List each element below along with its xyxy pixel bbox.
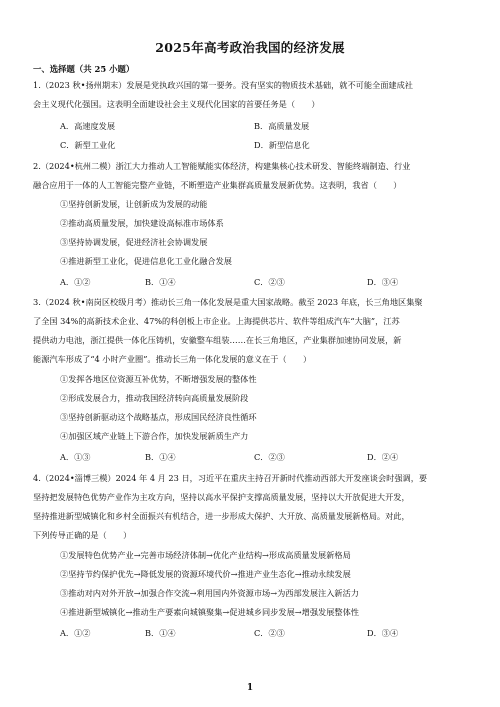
question-3-option-b: B．①④ (145, 452, 176, 462)
question-2-option-b: B．①④ (145, 277, 176, 287)
question-3-line: 3.（2024 秋•南岗区校级月考）推动长三角一体化发展是重大国家战略。截至 2023 年底，长三角地区集聚 (33, 297, 423, 307)
question-3-item: ②形成发展合力，推动我国经济转向高质量发展阶段 (60, 393, 249, 403)
question-4-item: ④推进新型城镇化→推动生产要素向城镇聚集→促进城乡同步发展→增强发展整体性 (60, 607, 359, 617)
question-2-option-c: C．②③ (254, 277, 285, 287)
page-number: 1 (246, 683, 254, 693)
document-title: 2025年高考政治我国的经济发展 (155, 40, 345, 55)
question-3-line: 能源汽车形成了“4 小时产业圈”。推动长三角一体化发展的意义在于（ ） (33, 354, 312, 364)
question-1-line: 会主义现代化强国。这表明全面建设社会主义现代化国家的首要任务是（ ） (33, 99, 320, 109)
question-3-line: 了全国 34%的高新技术企业、47%的科创板上市企业。上海提供芯片、软件等组成汽车“大脑”，江苏 (33, 316, 400, 326)
question-2-item: ④推进新型工业化，促进信息化工业化融合发展 (60, 256, 232, 266)
question-4-option-d: D．③④ (367, 628, 399, 638)
question-2-line: 融合应用于一体的人工智能完整产业链，不断塑造产业集群高质量发展新优势。这表明，我省（ ） (33, 180, 402, 190)
question-2-option-d: D．③④ (367, 277, 399, 287)
question-4-line: 4.（2024•淄博三模）2024 年 4 月 23 日，习近平在重庆主持召开新时代推动西部大开发座谈会时强调，要 (33, 473, 428, 483)
question-4-line: 坚持推进新型城镇化和乡村全面振兴有机结合，进一步形成大保护、大开放、高质量发展新格局。对此， (33, 511, 410, 521)
question-2-item: ③坚持协调发展，促进经济社会协调发展 (60, 237, 208, 247)
question-3-item: ④加强区域产业链上下游合作，加快发展新质生产力 (60, 431, 249, 441)
question-3-option-d: D．②④ (367, 452, 399, 462)
question-4-item: ①发展特色优势产业→完善市场经济体制→优化产业结构→形成高质量发展新格局 (60, 550, 351, 560)
question-3-item: ③坚持创新驱动这个战略基点，形成国民经济良性循环 (60, 412, 257, 422)
question-3-option-c: C．②③ (254, 452, 285, 462)
question-3-line: 提供动力电池，浙江提供一体化压铸机，安徽整车组装……在长三角地区，产业集群加速协同发展，新 (33, 335, 402, 345)
question-3-option-a: A．①③ (60, 452, 91, 462)
question-3-item: ①发挥各地区位资源互补优势，不断增强发展的整体性 (60, 374, 257, 384)
question-4-option-b: B．①④ (145, 628, 176, 638)
question-1-option-b: B．高质量发展 (254, 121, 310, 131)
question-2-item: ②推动高质量发展，加快建设高标准市场体系 (60, 218, 224, 228)
question-4-line: 下列传导正确的是（ ） (33, 530, 132, 540)
question-2-item: ①坚持创新发展，让创新成为发展的动能 (60, 199, 208, 209)
question-4-option-c: C．②③ (254, 628, 285, 638)
question-4-item: ②坚持节约保护优先→降低发展的资源环境代价→推进产业生态化→推动永续发展 (60, 569, 351, 579)
question-1-option-a: A．高速度发展 (60, 121, 116, 131)
question-2-line: 2.（2024•杭州二模）浙江大力推动人工智能赋能实体经济，构建集核心技术研发、智能终端制造、行业 (33, 161, 411, 171)
question-4-item: ③推动对内对外开放→加强合作交流→利用国内外资源市场→为西部发展注入新活力 (60, 588, 359, 598)
question-1-line: 1.（2023 秋•扬州期末）发展是党执政兴国的第一要务。没有坚实的物质技术基础，就不可能全面建成社 (33, 80, 413, 90)
question-2-option-a: A．①② (60, 277, 91, 287)
question-1-option-d: D．新型信息化 (254, 140, 310, 150)
question-4-option-a: A．①② (60, 628, 91, 638)
section-heading: 一、选择题（共 25 小题） (33, 64, 135, 74)
question-4-line: 坚持把发展特色优势产业作为主攻方向，坚持以高水平保护支撑高质量发展，坚持以大开放促进大开发， (33, 492, 410, 502)
question-1-option-c: C．新型工业化 (60, 140, 116, 150)
